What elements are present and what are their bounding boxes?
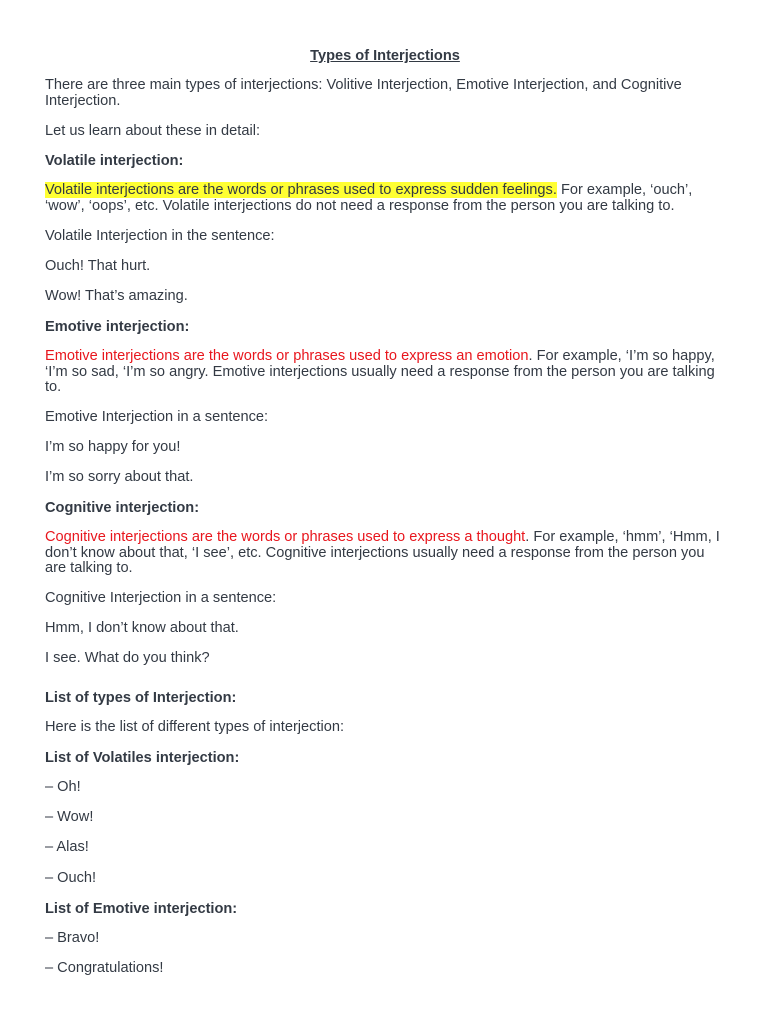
list-item: – Congratulations! — [45, 960, 164, 976]
cognitive-example-1: Hmm, I don’t know about that. — [45, 620, 239, 636]
cognitive-definition-paragraph — [45, 530, 725, 577]
volatile-example-2: Wow! That’s amazing. — [45, 288, 188, 304]
volatile-heading: Volatile interjection: — [45, 153, 184, 169]
list-types-heading: List of types of Interjection: — [45, 690, 237, 706]
list-types-intro: Here is the list of different types of interjection: — [45, 719, 345, 735]
list-item: – Ouch! — [45, 870, 97, 886]
volatile-example-label: Volatile Interjection in the sentence: — [45, 228, 275, 244]
volatile-definition-highlight: Volatile interjections are the words or phrases used to express sudden feelings. — [45, 182, 557, 198]
emotive-example-label: Emotive Interjection in a sentence: — [45, 409, 269, 425]
document-title: Types of Interjections — [310, 48, 460, 64]
emotive-example-2: I’m so sorry about that. — [45, 469, 194, 485]
intro-paragraph: There are three main types of interjections: Volitive Interjection, Emotive Interjection, and Cognitive Interjection. — [45, 77, 682, 109]
volatile-definition-paragraph — [45, 183, 725, 214]
emotive-heading: Emotive interjection: — [45, 319, 190, 335]
cognitive-definition-red: Cognitive interjections are the words or phrases used to express a thought — [45, 529, 526, 545]
list-volatile-heading: List of Volatiles interjection: — [45, 750, 240, 766]
list-item: – Bravo! — [45, 930, 100, 946]
list-item: – Wow! — [45, 809, 94, 825]
emotive-example-1: I’m so happy for you! — [45, 439, 181, 455]
emotive-definition-red: Emotive interjections are the words or phrases used to express an emotion — [45, 348, 529, 364]
cognitive-definition-rest: . For example, ‘hmm’, ‘Hmm, I don’t know about that, ‘I see’, etc. Cognitive interjections usually need a response from the person you are talking to. — [45, 529, 720, 576]
cognitive-heading: Cognitive interjection: — [45, 500, 200, 516]
emotive-definition-paragraph — [45, 349, 725, 396]
emotive-definition-rest: . For example, ‘I’m so happy, ‘I’m so sad, ‘I’m so angry. Emotive interjections usually need a response from the person you are talking to. — [45, 348, 715, 395]
volatile-definition-rest: For example, ‘ouch’, ‘wow’, ‘oops’, etc. Volatile interjections do not need a response from the person you are talking to. — [45, 182, 693, 214]
list-emotive-heading: List of Emotive interjection: — [45, 901, 238, 917]
learn-paragraph: Let us learn about these in detail: — [45, 123, 261, 139]
list-item: – Oh! — [45, 779, 81, 795]
cognitive-example-2: I see. What do you think? — [45, 650, 210, 666]
cognitive-example-label: Cognitive Interjection in a sentence: — [45, 590, 277, 606]
volatile-example-1: Ouch! That hurt. — [45, 258, 151, 274]
list-item: – Alas! — [45, 839, 89, 855]
